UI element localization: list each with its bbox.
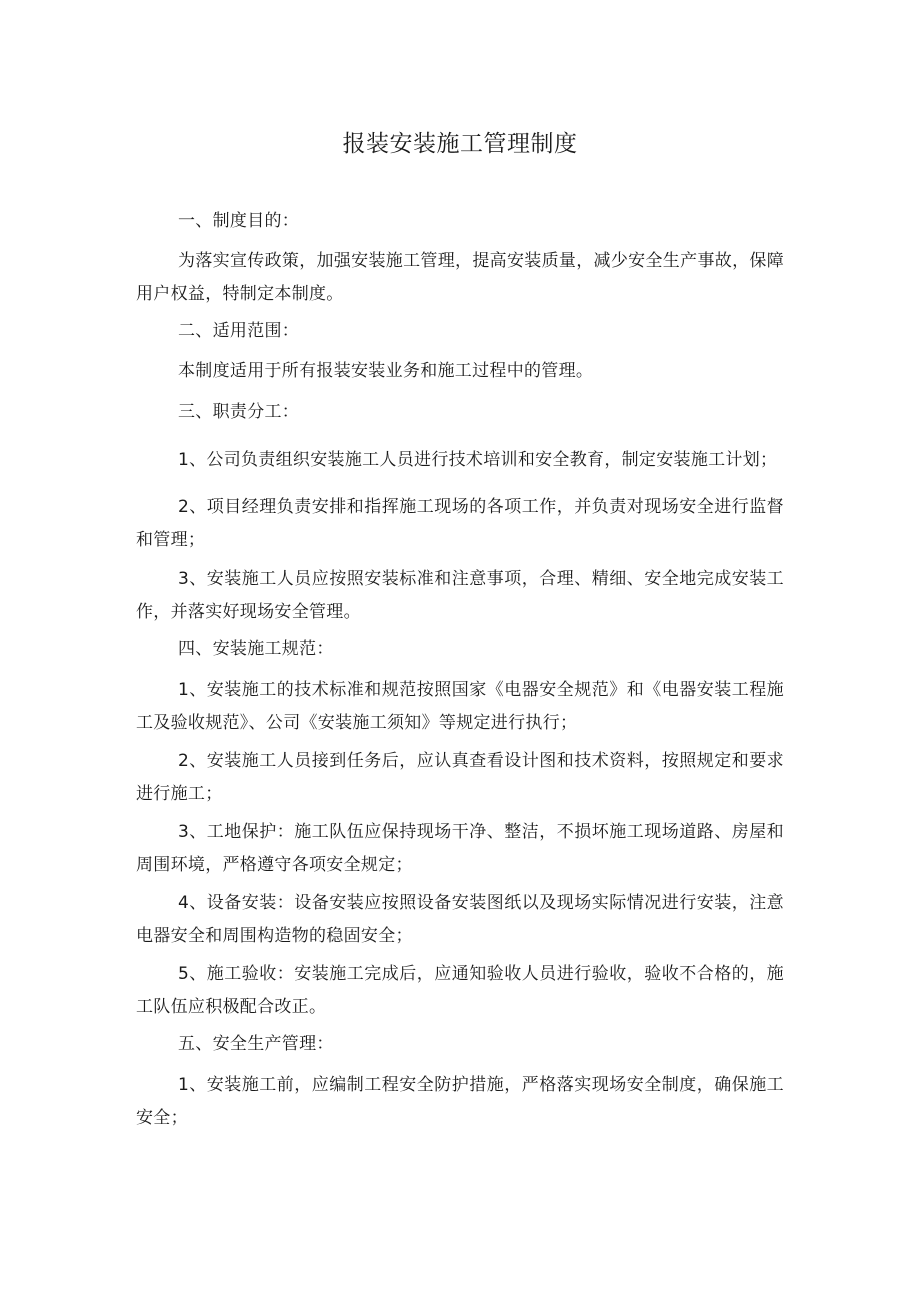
section-heading-safety: 五、安全生产管理： <box>178 1034 334 1054</box>
responsibility-item: 1、公司负责组织安装施工人员进行技术培训和安全教育，制定安装施工计划； <box>178 450 778 470</box>
document-title: 报装安装施工管理制度 <box>342 131 578 157</box>
section-body-scope: 本制度适用于所有报装安装业务和施工过程中的管理。 <box>178 361 594 381</box>
standard-item: 5、施工验收：安装施工完成后，应通知验收人员进行验收，验收不合格的，施工队伍应积极配合改正。 <box>136 964 784 1017</box>
section-heading-responsibilities: 三、职责分工： <box>178 402 300 422</box>
section-heading-standards: 四、安装施工规范： <box>178 639 334 659</box>
section-body-purpose: 为落实宣传政策，加强安装施工管理，提高安装质量，减少安全生产事故，保障用户权益，特制定本制度。 <box>136 251 784 304</box>
responsibility-item: 3、安装施工人员应按照安装标准和注意事项，合理、精细、安全地完成安装工作，并落实好现场安全管理。 <box>136 569 784 622</box>
section-heading-purpose: 一、制度目的： <box>178 211 300 231</box>
responsibility-item: 2、项目经理负责安排和指挥施工现场的各项工作，并负责对现场安全进行监督和管理； <box>136 497 784 550</box>
standard-item: 4、设备安装：设备安装应按照设备安装图纸以及现场实际情况进行安装，注意电器安全和周围构造物的稳固安全； <box>136 893 784 946</box>
standard-item: 3、工地保护：施工队伍应保持现场干净、整洁，不损坏施工现场道路、房屋和周围环境，严格遵守各项安全规定； <box>136 822 784 875</box>
safety-item: 1、安装施工前，应编制工程安全防护措施，严格落实现场安全制度，确保施工安全； <box>136 1075 784 1128</box>
standard-item: 2、安装施工人员接到任务后，应认真查看设计图和技术资料，按照规定和要求进行施工； <box>136 751 784 804</box>
section-heading-scope: 二、适用范围： <box>178 321 300 341</box>
standard-item: 1、安装施工的技术标准和规范按照国家《电器安全规范》和《电器安装工程施工及验收规范》、公司《安装施工须知》等规定进行执行； <box>136 680 784 733</box>
